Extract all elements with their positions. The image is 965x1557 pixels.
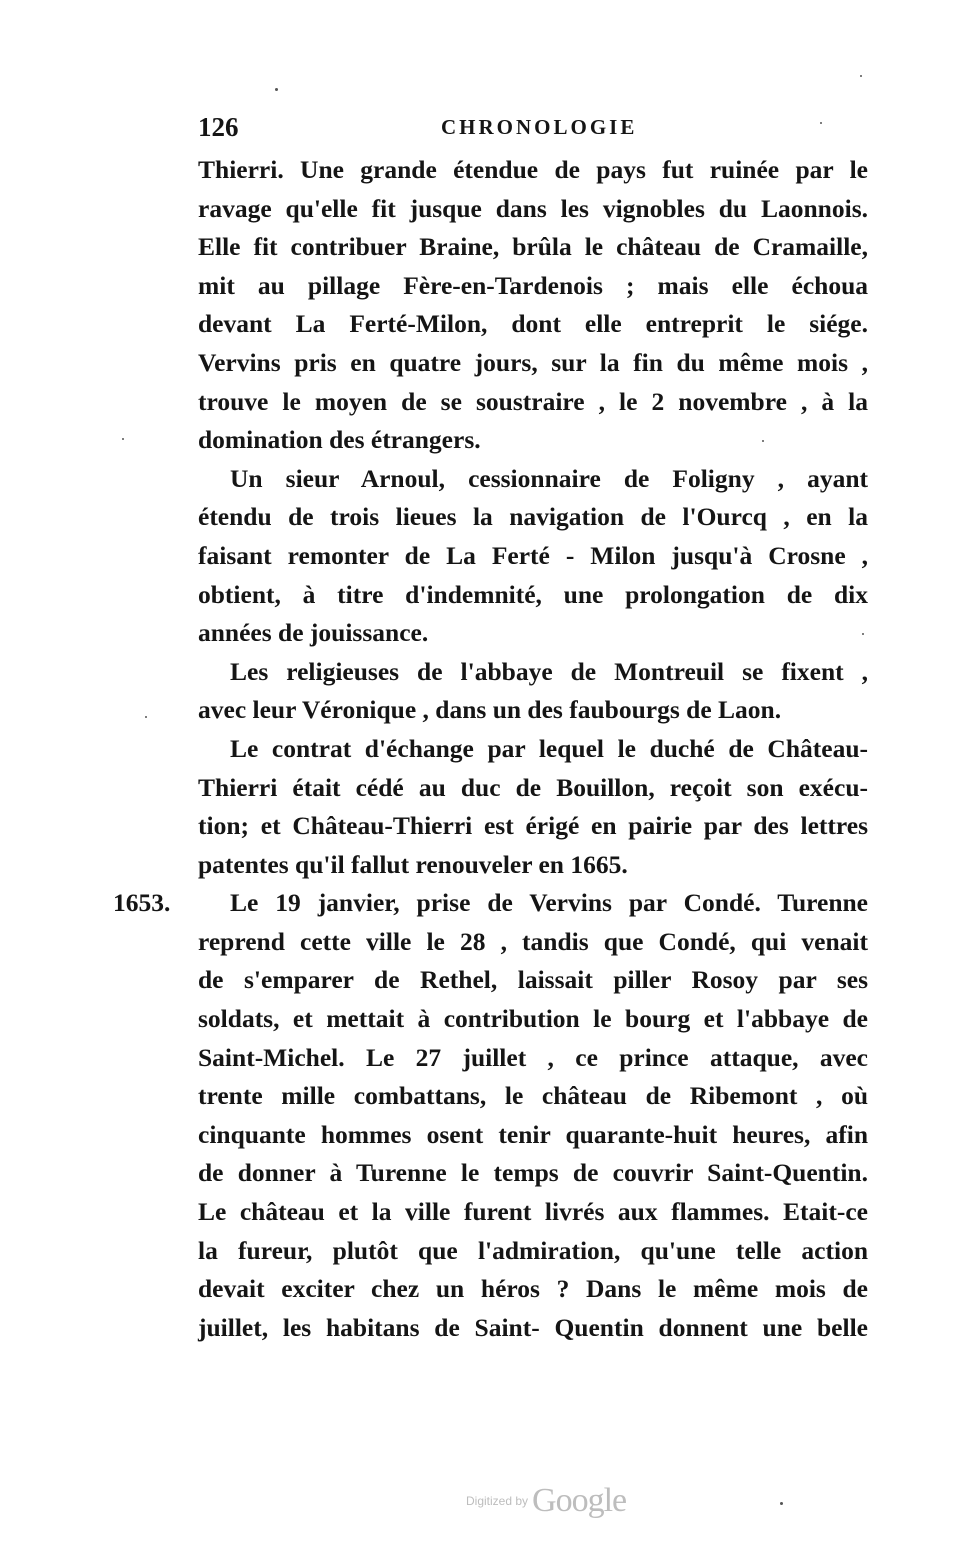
text-line: années de jouissance. <box>198 618 429 648</box>
text-line: devait exciter chez un héros ? Dans le même mois de <box>198 1274 868 1304</box>
text-line: Les religieuses de l'abbaye de Montreuil se fixent , <box>230 656 868 686</box>
text-line: la fureur, plutôt que l'admiration, qu'une telle action <box>198 1235 868 1265</box>
text-line: Thierri était cédé au duc de Bouillon, reçoit son exécu- <box>198 772 868 802</box>
text-line: Le contrat d'échange par lequel le duché de Château- <box>230 733 868 763</box>
text-line: Le 19 janvier, prise de Vervins par Condé. Turenne <box>230 888 868 918</box>
text-line: faisant remonter de La Ferté - Milon jusqu'à Crosne , <box>198 540 868 570</box>
text-line: domination des étrangers. <box>198 425 481 455</box>
scan-speck <box>275 88 278 91</box>
scan-speck <box>860 75 862 77</box>
text-line: Le château et la ville furent livrés aux flammes. Etait-ce <box>198 1197 868 1227</box>
text-line: patentes qu'il fallut renouveler en 1665. <box>198 849 628 879</box>
body-text <box>198 151 868 1347</box>
text-line: obtient, à titre d'indemnité, une prolongation de dix <box>198 579 868 609</box>
google-logo: Google <box>532 1482 627 1519</box>
text-line: trente mille combattans, le château de Ribemont , où <box>198 1081 868 1111</box>
text-line: Un sieur Arnoul, cessionnaire de Foligny , ayant <box>230 463 868 493</box>
text-line: tion; et Château-Thierri est érigé en pairie par des lettres <box>198 811 868 841</box>
text-line: de donner à Turenne le temps de couvrir Saint-Quentin. <box>198 1158 868 1188</box>
text-line: Elle fit contribuer Braine, brûla le château de Cramaille, <box>198 232 868 262</box>
text-line: Vervins pris en quatre jours, sur la fin du même mois , <box>198 347 868 377</box>
text-line: avec leur Véronique , dans un des faubourgs de Laon. <box>198 695 782 725</box>
text-line: mit au pillage Fère-en-Tardenois ; mais elle échoua <box>198 270 868 300</box>
scan-speck <box>820 122 822 124</box>
text-line: cinquante hommes osent tenir quarante-huit heures, afin <box>198 1119 868 1149</box>
text-line: reprend cette ville le 28 , tandis que Condé, qui venait <box>198 926 868 956</box>
text-line: de s'emparer de Rethel, laissait piller Rosoy par ses <box>198 965 868 995</box>
page-header <box>198 112 868 148</box>
digitized-watermark <box>466 1482 626 1520</box>
text-line: Thierri. Une grande étendue de pays fut ruinée par le <box>198 155 868 184</box>
scan-speck <box>862 633 864 635</box>
page-number: 126 <box>198 112 239 142</box>
text-line: juillet, les habitans de Saint- Quentin donnent une belle <box>198 1312 868 1342</box>
text-line: ravage qu'elle fit jusque dans les vignobles du Laonnois. <box>198 193 868 223</box>
scan-speck <box>780 1502 783 1505</box>
text-line: Saint-Michel. Le 27 juillet , ce prince attaque, avec <box>198 1042 868 1072</box>
watermark-prefix: Digitized by <box>466 1494 529 1508</box>
scan-speck <box>145 716 147 718</box>
text-line: soldats, et mettait à contribution le bourg et l'abbaye de <box>198 1004 868 1034</box>
running-head: CHRONOLOGIE <box>441 115 638 139</box>
text-line: étendu de trois lieues la navigation de l'Ourcq , en la <box>198 502 868 532</box>
scan-speck <box>762 440 764 442</box>
scan-speck <box>122 438 124 440</box>
margin-year: 1653. <box>113 888 171 918</box>
text-line: devant La Ferté-Milon, dont elle entreprit le siége. <box>198 309 868 339</box>
text-line: trouve le moyen de se soustraire , le 2 novembre , à la <box>198 386 868 416</box>
